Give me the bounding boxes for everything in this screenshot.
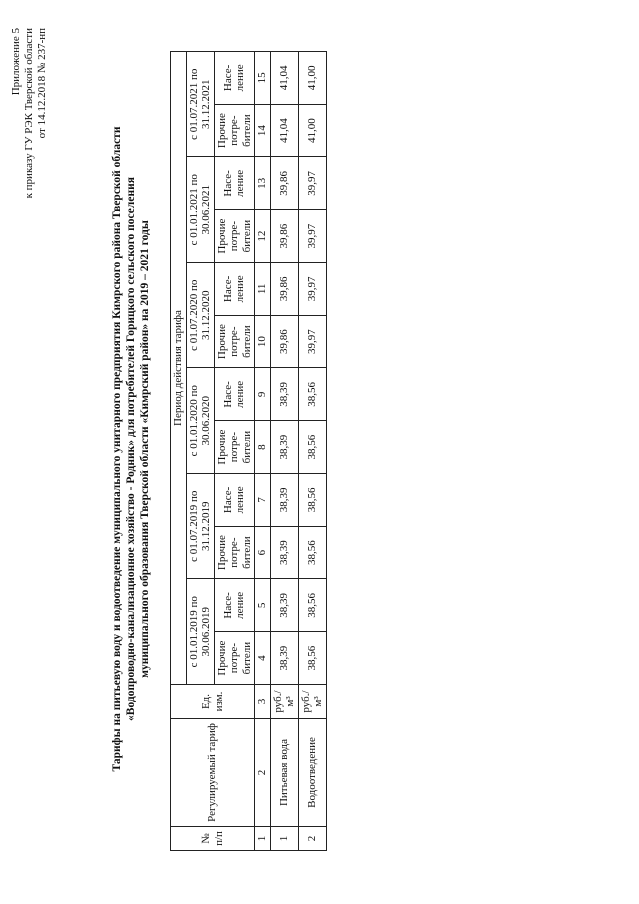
- title-line-1: Тарифы на питьевую воду и водоотведение муниципального унитарного предприятия Кимрского района Тверской области: [111, 126, 123, 772]
- row-number: 1: [270, 827, 298, 851]
- column-index: 6: [255, 526, 271, 579]
- tariff-value: 41,04: [270, 104, 298, 157]
- header-population: Насе-ление: [214, 263, 255, 316]
- tariff-value: 39,97: [298, 263, 326, 316]
- header-other-consumers: Прочие потре-бители: [214, 526, 255, 579]
- column-index: 12: [255, 210, 271, 263]
- tariff-value: 38,56: [298, 421, 326, 474]
- header-population: Насе-ление: [214, 368, 255, 421]
- row-number: 2: [298, 827, 326, 851]
- header-other-consumers: Прочие потре-бители: [214, 315, 255, 368]
- header-tariff-name: Регулируемый тариф: [171, 719, 255, 827]
- tariff-value: 38,39: [270, 632, 298, 685]
- appendix-line-2: к приказу ГУ РЭК Тверской области: [23, 28, 35, 199]
- tariff-value: 38,56: [298, 632, 326, 685]
- tariff-value: 38,39: [270, 579, 298, 632]
- header-other-consumers: Прочие потре-бители: [214, 210, 255, 263]
- row-tariff-name: Питьевая вода: [270, 719, 298, 827]
- header-population: Насе-ление: [214, 52, 255, 105]
- column-index-row: [255, 52, 271, 851]
- tariff-value: 39,86: [270, 210, 298, 263]
- header-population: Насе-ление: [214, 579, 255, 632]
- header-other-consumers: Прочие потре-бители: [214, 632, 255, 685]
- tariff-table: [170, 51, 327, 851]
- column-index: 2: [255, 719, 271, 827]
- column-index: 9: [255, 368, 271, 421]
- tariff-value: 39,97: [298, 157, 326, 210]
- tariff-value: 38,56: [298, 526, 326, 579]
- tariff-value: 41,00: [298, 104, 326, 157]
- header-population: Насе-ление: [214, 474, 255, 527]
- appendix-line-1: Приложение 5: [10, 28, 22, 96]
- tariff-value: 39,86: [270, 315, 298, 368]
- column-index: 1: [255, 827, 271, 851]
- header-other-consumers: Прочие потре-бители: [214, 104, 255, 157]
- header-population: Насе-ление: [214, 157, 255, 210]
- row-tariff-name: Водоотведение: [298, 719, 326, 827]
- column-index: 11: [255, 263, 271, 316]
- header-period-4: с 01.07.2020 по 31.12.2020: [186, 263, 214, 369]
- header-period-2: с 01.07.2019 по 31.12.2019: [186, 474, 214, 580]
- row-unit: руб./м³: [298, 685, 326, 719]
- appendix-line-3: от 14.12.2018 № 237-нп: [36, 28, 48, 139]
- tariff-value: 41,04: [270, 52, 298, 105]
- header-period-5: с 01.01.2021 по 30.06.2021: [186, 157, 214, 263]
- title-line-2: «Водопроводно-канализационное хозяйство - Родник» для потребителей Горицкого сельского поселения: [125, 177, 137, 721]
- column-index: 8: [255, 421, 271, 474]
- column-index: 5: [255, 579, 271, 632]
- column-index: 3: [255, 685, 271, 719]
- tariff-value: 38,56: [298, 474, 326, 527]
- header-other-consumers: Прочие потре-бители: [214, 421, 255, 474]
- tariff-value: 39,97: [298, 315, 326, 368]
- column-index: 10: [255, 315, 271, 368]
- column-index: 14: [255, 104, 271, 157]
- table-row-wastewater: [298, 52, 326, 851]
- tariff-value: 39,86: [270, 263, 298, 316]
- document-title: [110, 84, 152, 814]
- header-no: № п/п: [171, 827, 255, 851]
- header-period-6: с 01.07.2021 по 31.12.2021: [186, 52, 214, 158]
- title-line-3: муниципального образования Тверской области «Кимрский район» на 2019 – 2021 годы: [139, 220, 151, 678]
- tariff-value: 38,56: [298, 579, 326, 632]
- tariff-value: 38,39: [270, 421, 298, 474]
- column-index: 15: [255, 52, 271, 105]
- table-row-drinking-water: [270, 52, 298, 851]
- header-period-1: с 01.01.2019 по 30.06.2019: [186, 579, 214, 685]
- tariff-value: 38,39: [270, 368, 298, 421]
- row-unit: руб./м³: [270, 685, 298, 719]
- tariff-value: 39,97: [298, 210, 326, 263]
- column-index: 7: [255, 474, 271, 527]
- tariff-value: 38,39: [270, 474, 298, 527]
- tariff-value: 38,56: [298, 368, 326, 421]
- tariff-value: 38,39: [270, 526, 298, 579]
- appendix-header: [10, 28, 49, 198]
- column-index: 13: [255, 157, 271, 210]
- column-index: 4: [255, 632, 271, 685]
- tariff-value: 39,86: [270, 157, 298, 210]
- header-unit: Ед. изм.: [171, 685, 255, 719]
- header-period: Период действия тарифа: [171, 52, 187, 685]
- tariff-value: 41,00: [298, 52, 326, 105]
- header-period-3: с 01.01.2020 по 30.06.2020: [186, 368, 214, 474]
